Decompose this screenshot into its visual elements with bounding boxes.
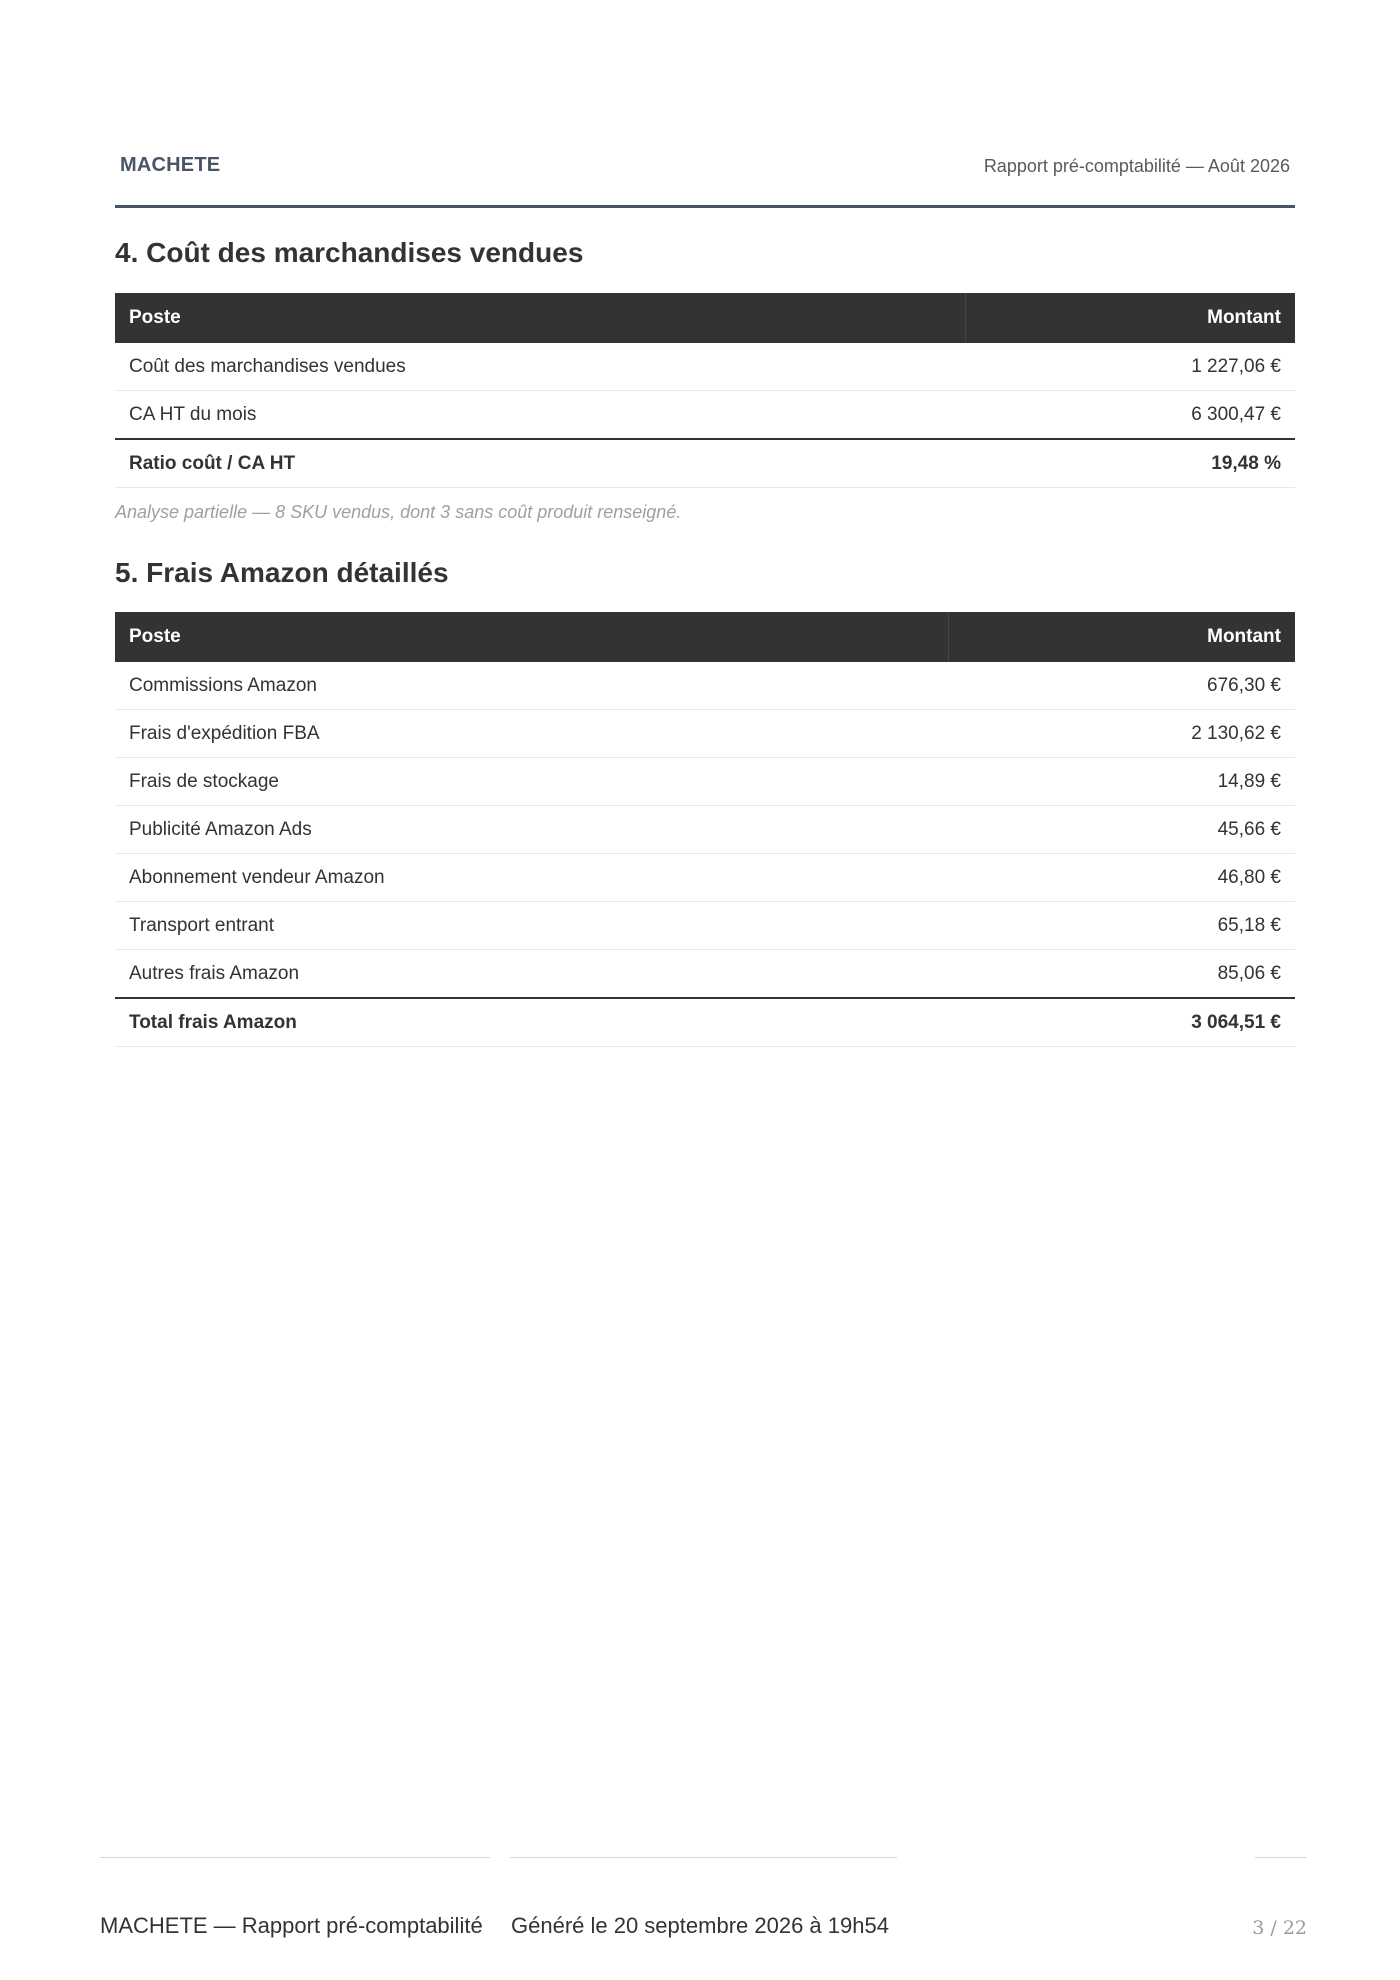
cogs-table (115, 293, 1295, 488)
table-row (115, 758, 1295, 806)
total-row (115, 998, 1295, 1047)
column-header-montant: Montant (966, 293, 1295, 343)
row-amount: 85,06 € (949, 950, 1295, 999)
footer-divider (510, 1857, 897, 1858)
brand-name: MACHETE (120, 154, 221, 176)
table-header-row (115, 293, 1295, 343)
table-row (115, 854, 1295, 902)
row-amount: 6 300,47 € (966, 391, 1295, 440)
row-amount: 45,66 € (949, 806, 1295, 854)
table-row (115, 391, 1295, 440)
row-label: Autres frais Amazon (115, 950, 949, 999)
footer-generated-date: Généré le 20 septembre 2026 à 19h54 (511, 1913, 889, 1938)
row-amount: 14,89 € (949, 758, 1295, 806)
page-number: 3 / 22 (1252, 1917, 1307, 1939)
row-label: Commissions Amazon (115, 662, 949, 710)
table-row (115, 343, 1295, 391)
row-amount: 65,18 € (949, 902, 1295, 950)
row-amount: 676,30 € (949, 662, 1295, 710)
row-label: Publicité Amazon Ads (115, 806, 949, 854)
row-amount: 46,80 € (949, 854, 1295, 902)
row-label: CA HT du mois (115, 391, 966, 440)
table-row (115, 806, 1295, 854)
total-amount: 19,48 % (966, 439, 1295, 488)
section-4-heading: 4. Coût des marchandises vendues (115, 237, 584, 268)
total-row (115, 439, 1295, 488)
row-label: Frais de stockage (115, 758, 949, 806)
column-header-poste: Poste (115, 293, 966, 343)
table-row (115, 662, 1295, 710)
table-row (115, 902, 1295, 950)
row-label: Transport entrant (115, 902, 949, 950)
amazon-fees-table (115, 612, 1295, 1047)
footer-divider (1255, 1857, 1307, 1858)
row-label: Frais d'expédition FBA (115, 710, 949, 758)
total-label: Ratio coût / CA HT (115, 439, 966, 488)
row-amount: 2 130,62 € (949, 710, 1295, 758)
analysis-note: Analyse partielle — 8 SKU vendus, dont 3 sans coût produit renseigné. (115, 502, 682, 522)
total-label: Total frais Amazon (115, 998, 949, 1047)
column-header-poste: Poste (115, 612, 949, 662)
page-header (115, 140, 1295, 208)
footer-report-name: MACHETE — Rapport pré-comptabilité (100, 1913, 483, 1938)
row-amount: 1 227,06 € (966, 343, 1295, 391)
total-amount: 3 064,51 € (949, 998, 1295, 1047)
report-title: Rapport pré-comptabilité — Août 2026 (983, 156, 1290, 176)
row-label: Coût des marchandises vendues (115, 343, 966, 391)
column-header-montant: Montant (949, 612, 1295, 662)
footer-divider (100, 1857, 490, 1858)
table-header-row (115, 612, 1295, 662)
table-row (115, 950, 1295, 999)
section-5-heading: 5. Frais Amazon détaillés (115, 557, 449, 588)
row-label: Abonnement vendeur Amazon (115, 854, 949, 902)
table-row (115, 710, 1295, 758)
